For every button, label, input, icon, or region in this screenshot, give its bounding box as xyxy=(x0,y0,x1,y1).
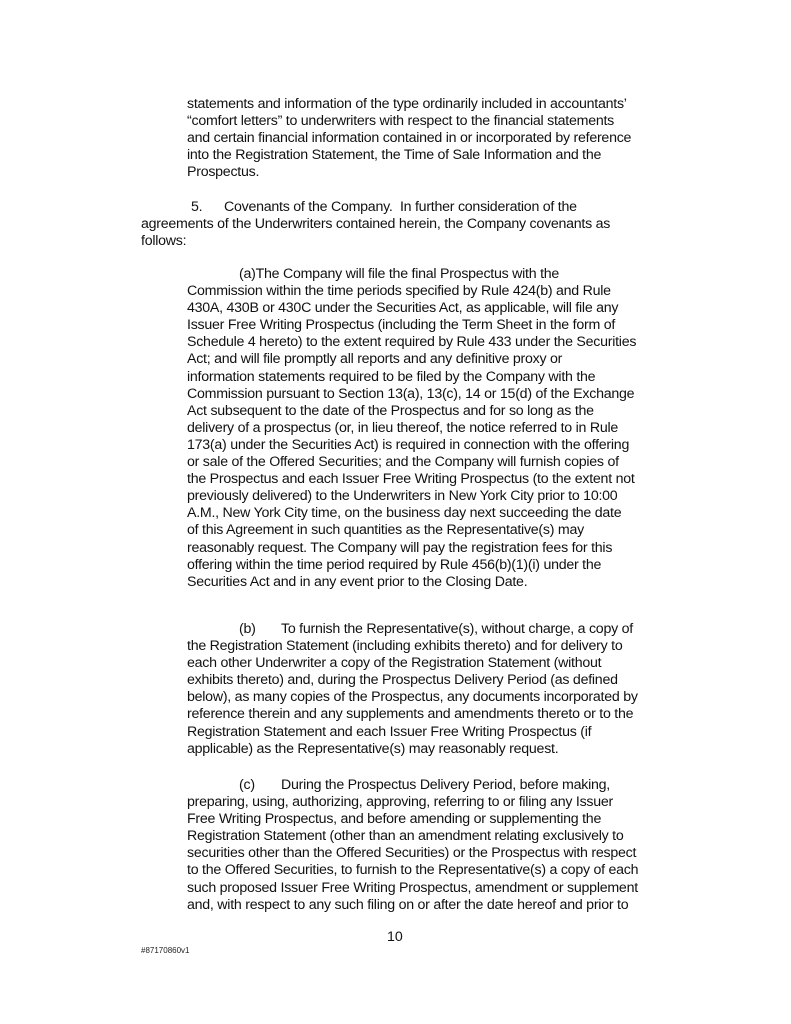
document-id: #87170860v1 xyxy=(141,946,190,955)
text-line: follows: xyxy=(141,233,187,250)
section-5 xyxy=(141,199,661,250)
text-line: Commission within the time periods specified by Rule 424(b) and Rule xyxy=(187,283,611,300)
text-line: To furnish the Representative(s), without charge, a copy of xyxy=(281,621,633,637)
text-line: delivery of a prospectus (or, in lieu thereof, the notice referred to in Rule xyxy=(187,419,619,436)
section-number: 5. xyxy=(191,199,203,215)
text-line: such proposed Issuer Free Writing Prospectus, amendment or supplement xyxy=(187,879,638,896)
section-heading: Covenants of the Company. xyxy=(224,199,393,215)
text-line: 173(a) under the Securities Act) is required in connection with the offering xyxy=(187,436,630,453)
text-line: previously delivered) to the Underwriters in New York City prior to 10:00 xyxy=(187,488,618,505)
text-line: applicable) as the Representative(s) may reasonably request. xyxy=(187,740,559,757)
text-line: Issuer Free Writing Prospectus (including the Term Sheet in the form of xyxy=(187,317,616,334)
paragraph-b xyxy=(187,621,667,758)
text-line: During the Prospectus Delivery Period, before making, xyxy=(281,777,610,793)
text-line: the Registration Statement (including exhibits thereto) and for delivery to xyxy=(187,638,623,655)
text-line: Act subsequent to the date of the Prospectus and for so long as the xyxy=(187,402,594,419)
text-line: 430A, 430B or 430C under the Securities Act, as applicable, will file any xyxy=(187,300,619,317)
text-line: below), as many copies of the Prospectus, any documents incorporated by xyxy=(187,689,638,706)
section-5-first-line xyxy=(141,199,661,216)
paragraph-a xyxy=(187,266,667,591)
text-line: offering within the time period required by Rule 456(b)(1)(i) under the xyxy=(187,556,602,573)
text-line: information statements required to be filed by the Company with the xyxy=(187,368,596,385)
text-line: In further consideration of the xyxy=(399,199,577,215)
text-line: Prospectus. xyxy=(187,164,260,181)
text-line: and certain financial information contained in or incorporated by reference xyxy=(187,130,632,147)
page-number: 10 xyxy=(387,929,403,945)
paragraph-a-first-line xyxy=(187,266,667,283)
text-line: “comfort letters” to underwriters with respect to the financial statements xyxy=(187,113,615,130)
text-line: each other Underwriter a copy of the Registration Statement (without xyxy=(187,655,602,672)
text-line: and, with respect to any such filing on or after the date hereof and prior to xyxy=(187,896,629,913)
paragraph-b-first-line xyxy=(187,621,667,638)
text-line: Registration Statement (other than an amendment relating exclusively to xyxy=(187,828,624,845)
text-line: Schedule 4 hereto) to the extent required by Rule 433 under the Securities xyxy=(187,334,637,351)
text-line: Act; and will file promptly all reports and any definitive proxy or xyxy=(187,351,563,368)
text-line: to the Offered Securities, to furnish to the Representative(s) a copy of each xyxy=(187,862,639,879)
text-line: The Company will file the final Prospectus with the xyxy=(255,266,560,282)
paragraph-label: (a) xyxy=(239,266,256,282)
text-line: securities other than the Offered Securities) or the Prospectus with respect xyxy=(187,845,637,862)
paragraph-label: (b) xyxy=(239,621,256,637)
text-line: exhibits thereto) and, during the Prospectus Delivery Period (as defined xyxy=(187,672,618,689)
text-line: or sale of the Offered Securities; and the Company will furnish copies of xyxy=(187,454,619,471)
text-line: Securities Act and in any event prior to the Closing Date. xyxy=(187,573,528,590)
text-line: reference therein and any supplements and amendments thereto or to the xyxy=(187,706,634,723)
paragraph-carryover xyxy=(187,96,667,181)
text-line: reasonably request. The Company will pay the registration fees for this xyxy=(187,539,613,556)
text-line: Registration Statement and each Issuer Free Writing Prospectus (if xyxy=(187,723,592,740)
text-line: Free Writing Prospectus, and before amending or supplementing the xyxy=(187,811,602,828)
paragraph-c xyxy=(187,777,667,914)
paragraph-c-first-line xyxy=(187,777,667,794)
text-line: agreements of the Underwriters contained herein, the Company covenants as xyxy=(141,216,611,233)
text-line: preparing, using, authorizing, approving, referring to or filing any Issuer xyxy=(187,794,614,811)
text-line: Commission pursuant to Section 13(a), 13(c), 14 or 15(d) of the Exchange xyxy=(187,385,635,402)
text-line: A.M., New York City time, on the business day next succeeding the date xyxy=(187,505,622,522)
text-line: into the Registration Statement, the Time of Sale Information and the xyxy=(187,147,602,164)
text-line: of this Agreement in such quantities as the Representative(s) may xyxy=(187,522,584,539)
text-line: the Prospectus and each Issuer Free Writing Prospectus (to the extent not xyxy=(187,471,635,488)
paragraph-label: (c) xyxy=(239,777,255,793)
text-line: statements and information of the type ordinarily included in accountants’ xyxy=(187,96,627,112)
